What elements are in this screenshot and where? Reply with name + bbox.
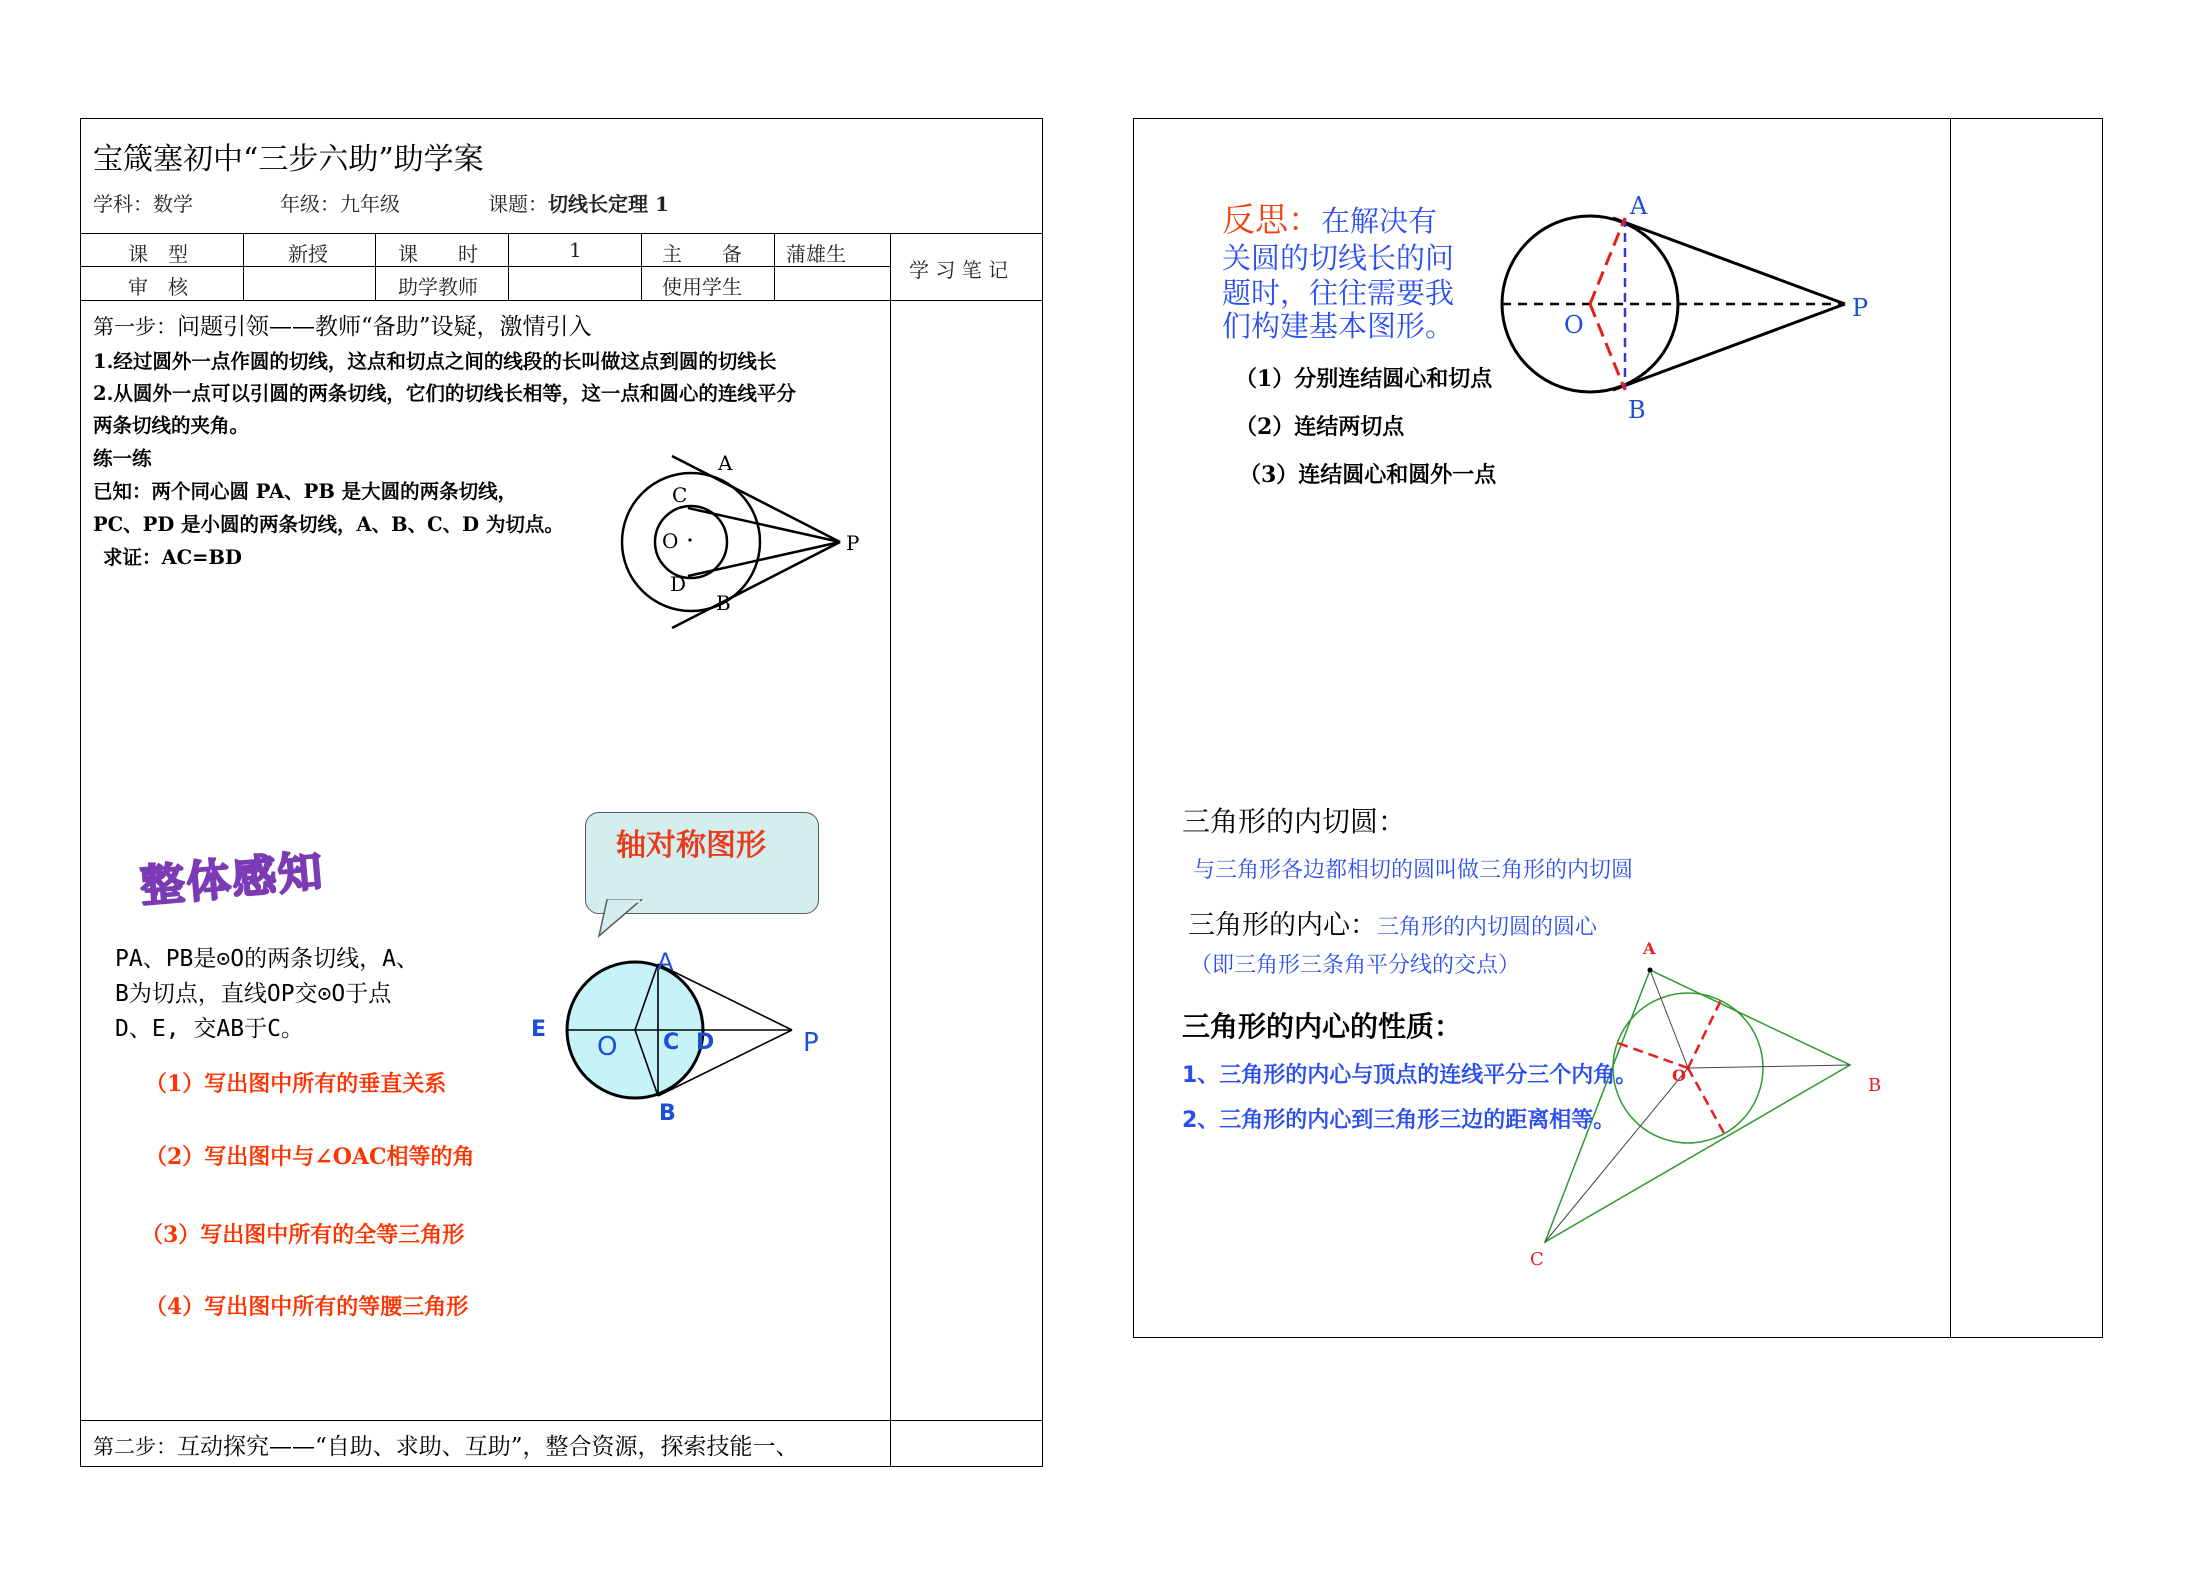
prove-line: 求证：AC=BD — [103, 546, 242, 569]
fig4-label-c: C — [1530, 1249, 1544, 1270]
step1-title: 问题引领——教师“备助”设疑，激情引入 — [177, 314, 592, 340]
fig1-tangent-pd — [688, 542, 840, 576]
callout-text: 轴对称图形 — [616, 828, 766, 863]
fig1-tangent-pa — [672, 456, 840, 542]
fig1-tangent-pb — [672, 542, 840, 628]
fig2-label-e: E — [531, 1017, 547, 1042]
notes-header: 学 习 笔 记 — [909, 258, 1009, 282]
reflect-line-2: 关圆的切线长的问 — [1222, 241, 1455, 275]
incenter-prop-2: 2、三角形的内心到三角形三边的距离相等。 — [1182, 1108, 1616, 1133]
fig2-label-o: O — [597, 1032, 618, 1062]
meta-topic — [488, 188, 669, 217]
fig3-radius-oa — [1590, 218, 1625, 304]
reflect-line-4: 们构建基本图形。 — [1222, 309, 1455, 343]
cell-period-label: 课 时 — [398, 242, 478, 266]
cell-period-value: 1 — [569, 238, 582, 262]
step2-title: 互动探究——“自助、求助、互助”，整合资源，探索技能一、 — [177, 1434, 799, 1460]
step1-heading — [93, 308, 592, 341]
fig1-center-dot — [688, 538, 691, 541]
question-3: （3）写出图中所有的全等三角形 — [141, 1222, 465, 1248]
fig2-label-b: B — [659, 1101, 676, 1126]
table-col-5 — [774, 233, 775, 300]
step2-line — [80, 1420, 1043, 1421]
overall-desc-3: D、E, 交AB于C。 — [115, 1016, 304, 1042]
fig1-label-b: B — [716, 591, 731, 615]
fig3-tangent-pb — [1613, 304, 1845, 390]
basic-figure — [1470, 185, 1880, 425]
incircle-figure — [1500, 930, 1900, 1270]
fig3-radius-ob — [1590, 304, 1625, 390]
fig1-label-a: A — [718, 451, 733, 475]
cell-author-value: 蒲雄生 — [786, 242, 846, 266]
practice-label: 练一练 — [93, 447, 152, 470]
cell-type-label: 课 型 — [128, 242, 188, 266]
table-col-1 — [243, 233, 244, 300]
props-title: 三角形的内心的性质： — [1182, 1010, 1463, 1043]
meta-topic-label: 课题： — [488, 192, 548, 216]
fig3-tangent-pa — [1613, 218, 1845, 304]
fig1-label-o: O — [662, 529, 679, 553]
reflect-label: 反思： — [1222, 200, 1321, 239]
table-col-4 — [641, 233, 642, 300]
step1-para2a: 2.从圆外一点可以引圆的两条切线，它们的切线长相等，这一点和圆心的连线平分 — [93, 382, 796, 405]
cell-author-label: 主 备 — [662, 242, 742, 266]
question-1: （1）写出图中所有的垂直关系 — [145, 1071, 447, 1097]
cell-type-value: 新授 — [288, 242, 328, 266]
fig4-bisector-c — [1545, 1068, 1688, 1242]
meta-topic-value: 切线长定理 1 — [548, 192, 669, 216]
cell-students-label: 使用学生 — [662, 275, 742, 299]
table-mid-line — [80, 266, 890, 267]
reflect-line-3: 题时，往往需要我 — [1222, 276, 1455, 310]
fig3-label-a: A — [1630, 192, 1648, 220]
incenter-def: 三角形的内切圆的圆心 — [1377, 915, 1598, 940]
meta-subject: 学科：数学 — [93, 192, 193, 216]
meta-grade: 年级：九年级 — [280, 192, 400, 216]
reflect-step-3: （3）连结圆心和圆外一点 — [1239, 462, 1497, 488]
reflect-line-1 — [1222, 194, 1437, 241]
cell-teacher-label: 助学教师 — [398, 275, 478, 299]
step2-heading — [93, 1428, 799, 1461]
incenter-label: 三角形的内心： — [1188, 910, 1377, 941]
table-col-2 — [375, 233, 376, 300]
fig3-label-b: B — [1628, 396, 1646, 424]
callout-bubble-tail — [595, 900, 655, 940]
step1-para2b: 两条切线的夹角。 — [93, 414, 250, 437]
fig2-label-d: D — [696, 1030, 715, 1055]
fig2-label-c: C — [663, 1030, 680, 1055]
fig1-label-d: D — [670, 572, 687, 596]
fig2-label-p: P — [803, 1028, 819, 1058]
fig1-tangent-pc — [688, 508, 840, 542]
table-bottom-line — [80, 300, 1043, 301]
cell-review-label: 审 核 — [128, 275, 188, 299]
notes-column-line — [890, 233, 891, 1467]
fig2-label-a: A — [657, 948, 674, 976]
overall-desc-2: B为切点，直线OP交⊙O于点 — [115, 981, 392, 1007]
fig3-label-p: P — [1852, 294, 1869, 322]
question-4: （4）写出图中所有的等腰三角形 — [145, 1294, 469, 1320]
doc-title: 宝箴塞初中“三步六助”助学案 — [93, 142, 484, 177]
given-line-1: 已知：两个同心圆 PA、PB 是大圆的两条切线， — [93, 480, 518, 503]
table-col-3 — [508, 233, 509, 300]
fig4-perp-ab — [1688, 998, 1722, 1068]
table-top-line — [80, 233, 1043, 234]
incircle-def: 与三角形各边都相切的圆叫做三角形的内切圆 — [1193, 858, 1634, 883]
right-notes-column-line — [1950, 118, 1951, 1338]
overall-desc-1: PA、PB是⊙O的两条切线，A、 — [115, 946, 419, 972]
tangent-circle-figure — [525, 940, 835, 1126]
fig1-label-p: P — [846, 531, 860, 555]
incenter-prop-1: 1、三角形的内心与顶点的连线平分三个内角。 — [1182, 1063, 1638, 1088]
reflect-step-1: （1）分别连结圆心和切点 — [1235, 366, 1493, 392]
fig4-label-o: O — [1672, 1066, 1686, 1085]
fig3-label-o: O — [1564, 311, 1584, 339]
incircle-title: 三角形的内切圆： — [1182, 805, 1407, 838]
fig1-label-c: C — [672, 483, 688, 507]
step1-prefix: 第一步： — [93, 315, 177, 339]
given-line-2: PC、PD 是小圆的两条切线，A、B、C、D 为切点。 — [93, 513, 564, 536]
fig1-large-circle — [622, 473, 760, 611]
step1-para1: 1.经过圆外一点作圆的切线，这点和切点之间的线段的长叫做这点到圆的切线长 — [93, 350, 777, 373]
fig4-label-a: A — [1643, 939, 1656, 958]
fig4-perp-bc — [1688, 1068, 1725, 1135]
incenter-note: （即三角形三条角平分线的交点） — [1190, 953, 1521, 978]
fig4-label-b: B — [1868, 1075, 1882, 1096]
fig4-vertex-a-dot — [1648, 968, 1653, 973]
reflect-step-2: （2）连结两切点 — [1235, 414, 1405, 440]
step2-prefix: 第二步： — [93, 1435, 177, 1459]
concentric-circles-figure — [600, 440, 890, 620]
reflect-text-1: 在解决有 — [1321, 204, 1438, 238]
question-2: （2）写出图中与∠OAC相等的角 — [145, 1144, 475, 1170]
overall-wordart: 整体感知 — [138, 846, 327, 913]
fig4-bisector-b — [1688, 1065, 1850, 1068]
